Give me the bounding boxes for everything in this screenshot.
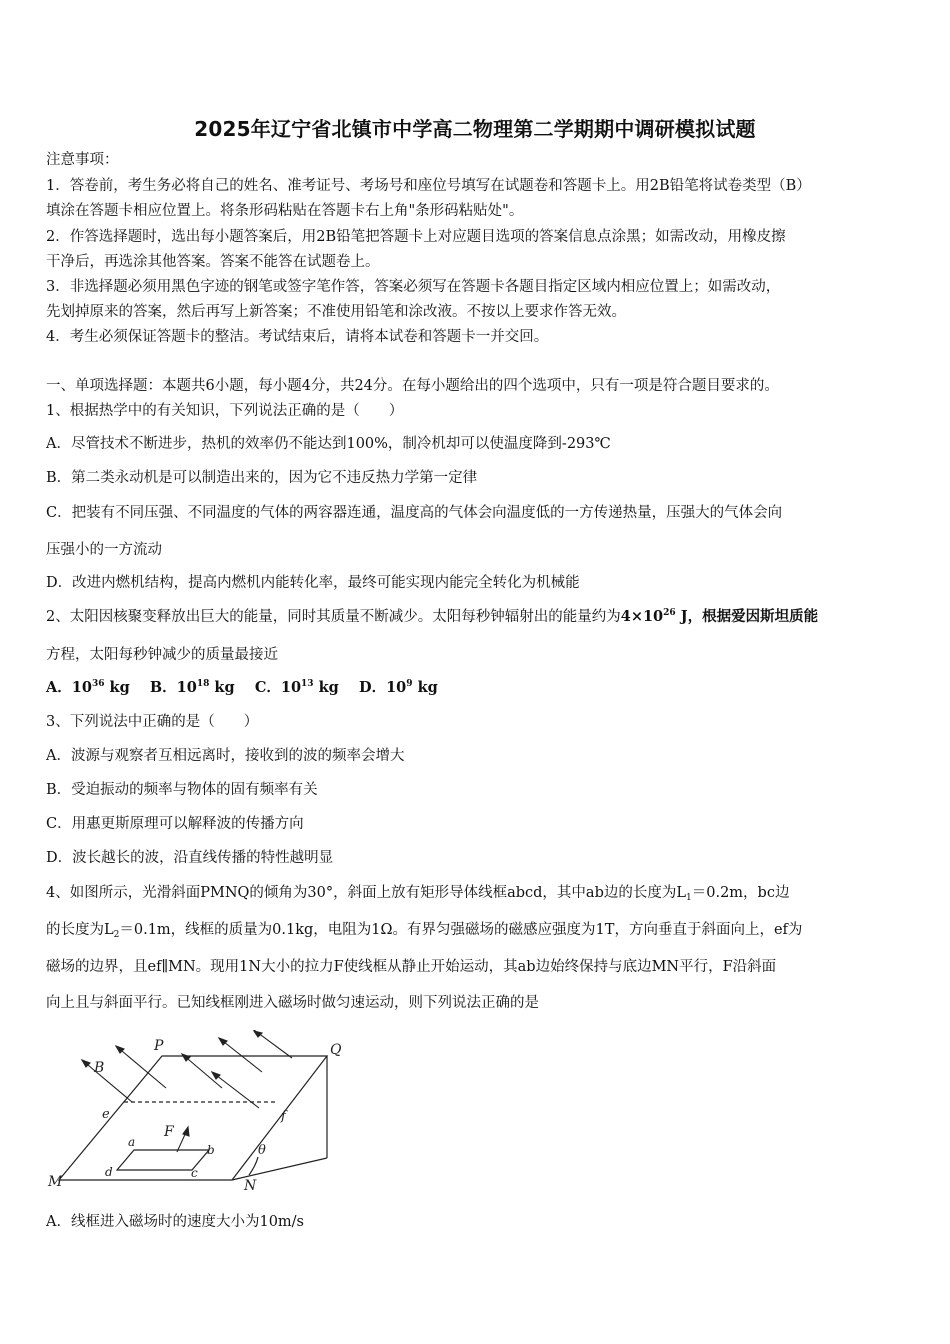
notes-line: 4．考生必须保证答题卡的整洁。考试结束后，请将本试卷和答题卡一并交回。: [46, 329, 549, 345]
theta-arc: [249, 1157, 258, 1175]
question-1-option-b: B．第二类永动机是可以制造出来的，因为它不违反热力学第一定律: [46, 470, 478, 486]
label-d: d: [105, 1165, 113, 1179]
label-p: P: [154, 1038, 164, 1054]
label-a: a: [128, 1135, 136, 1149]
question-2-option-d: D．$10^9$ kg: [359, 679, 438, 696]
question-4-stem: 4、如图所示，光滑斜面PMNQ的倾角为30°，斜面上放有矩形导体线框abcd，其中ab边的长度为$L_1=0.2m$，bc边: [46, 885, 790, 903]
notes-line: 1．答卷前，考生务必将自己的姓名、准考证号、考场号和座位号填写在试题卷和答题卡上。用2B铅笔将试卷类型（B）: [46, 178, 811, 194]
notes-line: 干净后，再选涂其他答案。答案不能答在试题卷上。: [46, 254, 380, 270]
question-2-stem-cont: 方程，太阳每秒钟减少的质量最接近: [46, 647, 278, 663]
label-c: c: [191, 1166, 198, 1180]
incline-figure: [44, 1030, 344, 1202]
energy-exponent: 26: [663, 608, 676, 618]
label-b: B: [94, 1060, 105, 1076]
question-3-stem: 3、下列说法中正确的是（ ）: [46, 714, 259, 730]
question-4-stem-cont: 向上且与斜面平行。已知线框刚进入磁场时做匀速运动，则下列说法正确的是: [46, 995, 539, 1011]
question-4-stem-cont: 的长度为$L_2=0.1m$，线框的质量为0.1kg，电阻为1Ω。有界匀强磁场的磁感应强度为1T，方向垂直于斜面向上，ef为: [46, 922, 803, 940]
label-e: e: [102, 1107, 110, 1122]
notes-line: 2．作答选择题时，选出每小题答案后，用2B铅笔把答题卡上对应题目选项的答案信息点涂黑；如需改动，用橡皮擦: [46, 229, 786, 245]
notes-line: 填涂在答题卡相应位置上。将条形码粘贴在答题卡右上角"条形码粘贴处"。: [46, 203, 524, 219]
question-4-stem-cont: 磁场的边界，且ef∥MN。现用1N大小的拉力F使线框从静止开始运动，其ab边始终保持与底边MN平行，F沿斜面: [46, 959, 777, 975]
question-2-options: [46, 678, 916, 698]
question-2-option-c: C．$10^{13}$ kg: [254, 679, 339, 696]
energy-base: 4×10: [620, 608, 664, 625]
field-arrow: [212, 1072, 259, 1108]
label-q: Q: [330, 1042, 342, 1058]
question-2-option-b: B．$10^{18}$ kg: [149, 679, 235, 696]
question-4-option-a: A．线框进入磁场时的速度大小为10m/s: [46, 1214, 304, 1230]
notes-line: 先划掉原来的答案，然后再写上新答案；不准使用铅笔和涂改液。不按以上要求作答无效。: [46, 304, 626, 320]
question-2-stem-part: 2、太阳因核聚变释放出巨大的能量，同时其质量不断减少。太阳每秒钟辐射出的能量约为: [46, 609, 621, 625]
field-arrow: [82, 1060, 132, 1102]
question-1-option-d: D．改进内燃机结构，提高内燃机内能转化率，最终可能实现内能完全转化为机械能: [46, 575, 580, 591]
force-arrowhead: [183, 1127, 189, 1136]
question-1-option-c-cont: 压强小的一方流动: [46, 542, 162, 558]
notes-line: 3．非选择题必须用黑色字迹的钢笔或签字笔作答，答案必须写在答题卡各题目指定区域内相应位置上；如需改动，: [46, 279, 781, 295]
question-2-option-a: A．$10^{36}$ kg: [46, 679, 130, 696]
question-3-option-b: B．受迫振动的频率与物体的固有频率有关: [46, 782, 318, 798]
question-2-stem-part: J，根据爱因斯坦质能: [675, 608, 819, 625]
energy-value: [621, 608, 676, 625]
question-3-option-a: A．波源与观察者互相远离时，接收到的波的频率会增大: [46, 748, 405, 764]
label-b-corner: b: [207, 1143, 215, 1157]
label-m: M: [48, 1174, 63, 1190]
question-1-option-a: A．尽管技术不断进步，热机的效率仍不能达到100%，制冷机却可以使温度降到-293℃: [46, 436, 611, 452]
question-2-stem: [46, 607, 916, 627]
question-1-option-c: C．把装有不同压强、不同温度的气体的两容器连通，温度高的气体会向温度低的一方传递热量，压强大的气体会向: [46, 505, 783, 521]
question-3-option-c: C．用惠更斯原理可以解释波的传播方向: [46, 816, 304, 832]
label-force: F: [164, 1124, 174, 1140]
field-arrowhead: [212, 1072, 220, 1079]
label-theta: θ: [258, 1143, 266, 1158]
field-arrowhead: [254, 1031, 262, 1037]
label-n: N: [244, 1178, 257, 1194]
question-3-option-d: D．波长越长的波，沿直线传播的特性越明显: [46, 850, 334, 866]
label-f: f: [281, 1109, 286, 1124]
section-heading: 一、单项选择题：本题共6小题，每小题4分，共24分。在每小题给出的四个选项中，只有一项是符合题目要求的。: [46, 378, 779, 394]
notes-heading: 注意事项：: [46, 152, 119, 168]
question-1-stem: 1、根据热学中的有关知识，下列说法正确的是（ ）: [46, 403, 404, 419]
page-title: 2025年辽宁省北镇市中学高二物理第二学期期中调研模拟试题: [194, 117, 756, 141]
